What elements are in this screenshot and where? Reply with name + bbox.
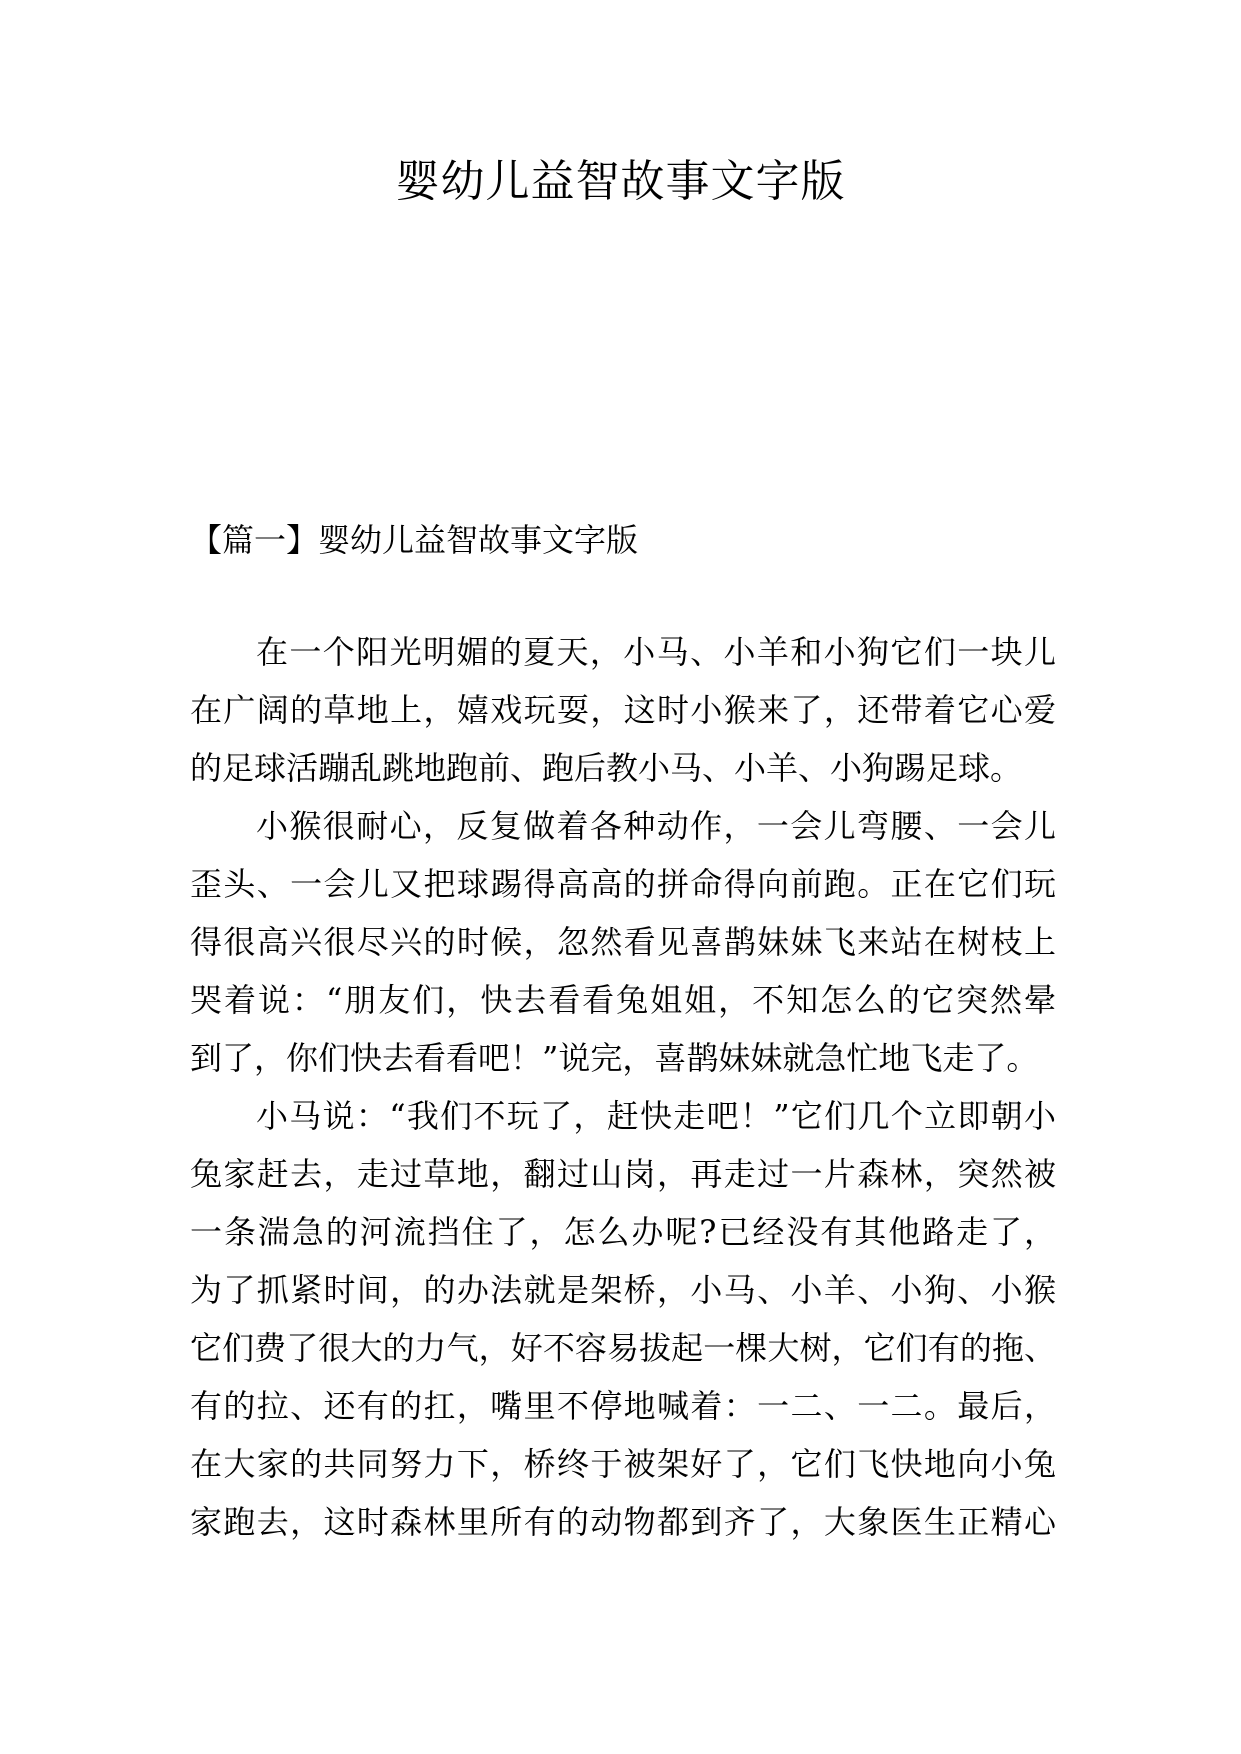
document-title: 婴幼儿益智故事文字版 — [395, 156, 846, 207]
paragraph-3-line-5: 它们费了很大的力气，好不容易拔起一棵大树，它们有的拖、 — [190, 1329, 1056, 1367]
paragraph-2-line-4: 哭着说：“朋友们，快去看看兔姐姐，不知怎么的它突然晕 — [190, 981, 1056, 1019]
paragraph-3-line-8: 家跑去，这时森林里所有的动物都到齐了，大象医生正精心 — [190, 1503, 1056, 1541]
paragraph-3-line-2: 兔家赶去，走过草地，翻过山岗，再走过一片森林，突然被 — [190, 1155, 1056, 1193]
paragraph-1-line-2: 在广阔的草地上，嬉戏玩耍，这时小猴来了，还带着它心爱 — [190, 691, 1056, 729]
paragraph-2-line-5: 到了，你们快去看看吧！”说完，喜鹊妹妹就急忙地飞走了。 — [190, 1039, 1039, 1077]
paragraph-3-line-1: 小马说：“我们不玩了，赶快走吧！”它们几个立即朝小 — [256, 1097, 1056, 1135]
paragraph-2-line-3: 得很高兴很尽兴的时候，忽然看见喜鹊妹妹飞来站在树枝上 — [190, 923, 1056, 961]
paragraph-3-line-6: 有的拉、还有的扛，嘴里不停地喊着：一二、一二。最后， — [190, 1387, 1056, 1425]
paragraph-3-line-3: 一条湍急的河流挡住了，怎么办呢?已经没有其他路走了， — [190, 1213, 1056, 1251]
paragraph-1-line-1: 在一个阳光明媚的夏天，小马、小羊和小狗它们一块儿 — [256, 633, 1056, 671]
section-heading: 【篇一】婴幼儿益智故事文字版 — [190, 521, 639, 559]
paragraph-1-line-3: 的足球活蹦乱跳地跑前、跑后教小马、小羊、小狗踢足球。 — [190, 749, 1023, 787]
paragraph-3-line-4: 为了抓紧时间，的办法就是架桥，小马、小羊、小狗、小猴 — [190, 1271, 1056, 1309]
paragraph-2-line-1: 小猴很耐心，反复做着各种动作，一会儿弯腰、一会儿 — [256, 807, 1056, 845]
paragraph-2-line-2: 歪头、一会儿又把球踢得高高的拼命得向前跑。正在它们玩 — [190, 865, 1056, 903]
paragraph-3-line-7: 在大家的共同努力下，桥终于被架好了，它们飞快地向小兔 — [190, 1445, 1056, 1483]
